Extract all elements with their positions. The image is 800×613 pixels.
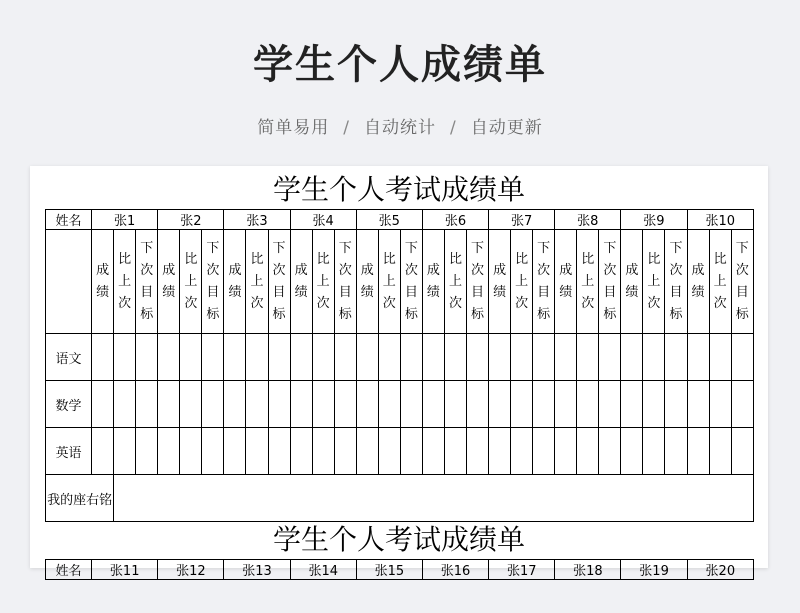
score-input-cell[interactable] bbox=[643, 381, 665, 428]
score-input-cell[interactable] bbox=[268, 428, 290, 475]
score-input-cell[interactable] bbox=[312, 334, 334, 381]
score-input-cell[interactable] bbox=[224, 428, 246, 475]
score-input-cell[interactable] bbox=[621, 381, 643, 428]
score-input-cell[interactable] bbox=[312, 428, 334, 475]
score-input-cell[interactable] bbox=[312, 381, 334, 428]
score-input-cell[interactable] bbox=[114, 381, 136, 428]
subtitle-separator: / bbox=[343, 118, 350, 138]
student-name-row bbox=[46, 560, 754, 580]
sub-column-header-cell bbox=[356, 230, 378, 334]
column-sub-label: 比 上 次 bbox=[118, 251, 132, 311]
score-input-cell[interactable] bbox=[489, 334, 511, 381]
subtitle-separator: / bbox=[450, 118, 457, 138]
score-input-cell[interactable] bbox=[643, 428, 665, 475]
sub-column-header-cell bbox=[334, 230, 356, 334]
score-input-cell[interactable] bbox=[665, 381, 687, 428]
score-input-cell[interactable] bbox=[511, 334, 533, 381]
score-input-cell[interactable] bbox=[180, 381, 202, 428]
sub-column-row bbox=[46, 230, 754, 334]
column-sub-label: 比 上 次 bbox=[515, 251, 529, 311]
subject-row bbox=[46, 381, 754, 428]
column-sub-label: 比 上 次 bbox=[581, 251, 595, 311]
score-input-cell[interactable] bbox=[731, 381, 753, 428]
sheet-title: 学生个人考试成绩单 bbox=[272, 173, 525, 206]
score-input-cell[interactable] bbox=[246, 381, 268, 428]
score-input-cell[interactable] bbox=[731, 334, 753, 381]
column-sub-label: 成 绩 bbox=[360, 262, 374, 300]
score-input-cell[interactable] bbox=[290, 428, 312, 475]
score-input-cell[interactable] bbox=[709, 334, 731, 381]
student-name-cell: 张13 bbox=[224, 560, 290, 580]
sub-column-header-cell bbox=[202, 230, 224, 334]
student-name-cell: 张18 bbox=[555, 560, 621, 580]
sub-column-header-cell bbox=[555, 230, 577, 334]
score-input-cell[interactable] bbox=[444, 334, 466, 381]
page-title: 学生个人成绩单 bbox=[253, 42, 547, 88]
score-input-cell[interactable] bbox=[533, 381, 555, 428]
score-input-cell[interactable] bbox=[224, 381, 246, 428]
score-input-cell[interactable] bbox=[378, 334, 400, 381]
sub-column-header-cell bbox=[511, 230, 533, 334]
motto-input-cell[interactable] bbox=[114, 475, 754, 522]
score-input-cell[interactable] bbox=[334, 381, 356, 428]
sub-column-header-cell bbox=[444, 230, 466, 334]
score-input-cell[interactable] bbox=[643, 334, 665, 381]
score-input-cell[interactable] bbox=[422, 428, 444, 475]
score-input-cell[interactable] bbox=[158, 428, 180, 475]
score-input-cell[interactable] bbox=[268, 381, 290, 428]
score-input-cell[interactable] bbox=[92, 381, 114, 428]
student-name-cell: 张11 bbox=[92, 560, 158, 580]
score-input-cell[interactable] bbox=[202, 334, 224, 381]
score-input-cell[interactable] bbox=[533, 428, 555, 475]
student-name-cell: 张3 bbox=[224, 210, 290, 230]
column-sub-label: 下 次 目 标 bbox=[404, 240, 418, 322]
sub-column-header-cell bbox=[687, 230, 709, 334]
score-input-cell[interactable] bbox=[246, 428, 268, 475]
student-name-cell: 张12 bbox=[158, 560, 224, 580]
subtitle bbox=[0, 113, 800, 138]
sub-column-header-cell bbox=[643, 230, 665, 334]
score-input-cell[interactable] bbox=[114, 428, 136, 475]
column-sub-label: 下 次 目 标 bbox=[140, 240, 154, 322]
student-name-cell: 张19 bbox=[621, 560, 687, 580]
column-sub-label: 成 绩 bbox=[625, 262, 639, 300]
score-input-cell[interactable] bbox=[378, 428, 400, 475]
column-sub-label: 成 绩 bbox=[426, 262, 440, 300]
sub-column-header-cell bbox=[268, 230, 290, 334]
score-input-cell[interactable] bbox=[577, 334, 599, 381]
score-input-cell[interactable] bbox=[268, 334, 290, 381]
student-name-cell: 张2 bbox=[158, 210, 224, 230]
score-input-cell[interactable] bbox=[356, 381, 378, 428]
score-input-cell[interactable] bbox=[577, 381, 599, 428]
column-sub-label: 下 次 目 标 bbox=[206, 240, 220, 322]
column-sub-label: 比 上 次 bbox=[448, 251, 462, 311]
column-sub-label: 下 次 目 标 bbox=[471, 240, 485, 322]
sub-column-header-cell bbox=[621, 230, 643, 334]
score-input-cell[interactable] bbox=[466, 334, 488, 381]
score-input-cell[interactable] bbox=[422, 381, 444, 428]
student-name-cell: 张16 bbox=[422, 560, 488, 580]
score-input-cell[interactable] bbox=[180, 428, 202, 475]
column-sub-label: 成 绩 bbox=[228, 262, 242, 300]
column-sub-label: 比 上 次 bbox=[184, 251, 198, 311]
score-input-cell[interactable] bbox=[422, 334, 444, 381]
subject-row bbox=[46, 428, 754, 475]
sub-column-header-cell bbox=[599, 230, 621, 334]
score-input-cell[interactable] bbox=[687, 428, 709, 475]
student-name-cell: 张7 bbox=[489, 210, 555, 230]
column-sub-label: 成 绩 bbox=[691, 262, 705, 300]
student-name-cell: 张14 bbox=[290, 560, 356, 580]
score-input-cell[interactable] bbox=[202, 428, 224, 475]
student-name-cell: 张20 bbox=[687, 560, 753, 580]
score-input-cell[interactable] bbox=[400, 381, 422, 428]
student-name-cell: 张15 bbox=[356, 560, 422, 580]
score-input-cell[interactable] bbox=[136, 381, 158, 428]
score-input-cell[interactable] bbox=[136, 334, 158, 381]
score-input-cell[interactable] bbox=[577, 428, 599, 475]
column-sub-label: 比 上 次 bbox=[382, 251, 396, 311]
score-table bbox=[45, 209, 754, 522]
sub-column-header-cell bbox=[665, 230, 687, 334]
student-name-cell: 张17 bbox=[489, 560, 555, 580]
score-input-cell[interactable] bbox=[290, 381, 312, 428]
column-sub-label: 比 上 次 bbox=[250, 251, 264, 311]
score-input-cell[interactable] bbox=[224, 334, 246, 381]
score-table-second bbox=[45, 559, 754, 580]
score-input-cell[interactable] bbox=[290, 334, 312, 381]
subtitle-auto-stats: 自动统计 bbox=[364, 118, 436, 138]
subject-label-cell: 数学 bbox=[46, 381, 92, 428]
sub-column-header-cell bbox=[158, 230, 180, 334]
score-input-cell[interactable] bbox=[400, 428, 422, 475]
score-input-cell[interactable] bbox=[511, 381, 533, 428]
score-input-cell[interactable] bbox=[687, 334, 709, 381]
sub-column-header-cell bbox=[180, 230, 202, 334]
student-name-cell: 张4 bbox=[290, 210, 356, 230]
student-name-cell: 张5 bbox=[356, 210, 422, 230]
empty-cell bbox=[46, 230, 92, 334]
student-name-cell: 张9 bbox=[621, 210, 687, 230]
subject-label-cell: 语文 bbox=[46, 334, 92, 381]
column-sub-label: 成 绩 bbox=[96, 262, 110, 300]
score-input-cell[interactable] bbox=[621, 428, 643, 475]
student-name-cell: 张10 bbox=[687, 210, 753, 230]
student-name-cell: 张6 bbox=[422, 210, 488, 230]
column-sub-label: 成 绩 bbox=[162, 262, 176, 300]
score-input-cell[interactable] bbox=[400, 334, 422, 381]
score-input-cell[interactable] bbox=[731, 428, 753, 475]
column-sub-label: 比 上 次 bbox=[713, 251, 727, 311]
score-input-cell[interactable] bbox=[180, 334, 202, 381]
score-input-cell[interactable] bbox=[489, 428, 511, 475]
name-label-cell: 姓名 bbox=[46, 560, 92, 580]
score-input-cell[interactable] bbox=[356, 428, 378, 475]
sub-column-header-cell bbox=[312, 230, 334, 334]
sub-column-header-cell bbox=[533, 230, 555, 334]
sub-column-header-cell bbox=[400, 230, 422, 334]
score-input-cell[interactable] bbox=[466, 381, 488, 428]
sub-column-header-cell bbox=[290, 230, 312, 334]
column-sub-label: 下 次 目 标 bbox=[338, 240, 352, 322]
score-input-cell[interactable] bbox=[489, 381, 511, 428]
column-sub-label: 下 次 目 标 bbox=[537, 240, 551, 322]
score-input-cell[interactable] bbox=[687, 381, 709, 428]
sub-column-header-cell bbox=[466, 230, 488, 334]
name-label-cell: 姓名 bbox=[46, 210, 92, 230]
score-input-cell[interactable] bbox=[709, 381, 731, 428]
sub-column-header-cell bbox=[136, 230, 158, 334]
column-sub-label: 比 上 次 bbox=[647, 251, 661, 311]
sub-column-header-cell bbox=[246, 230, 268, 334]
sub-column-header-cell bbox=[114, 230, 136, 334]
score-input-cell[interactable] bbox=[378, 381, 400, 428]
subtitle-easy: 简单易用 bbox=[257, 118, 330, 138]
score-input-cell[interactable] bbox=[599, 428, 621, 475]
score-input-cell[interactable] bbox=[555, 334, 577, 381]
column-sub-label: 成 绩 bbox=[493, 262, 507, 300]
sub-column-header-cell bbox=[731, 230, 753, 334]
sheet-title-second: 学生个人考试成绩单 bbox=[272, 523, 525, 556]
sub-column-header-cell bbox=[224, 230, 246, 334]
sub-column-header-cell bbox=[709, 230, 731, 334]
score-input-cell[interactable] bbox=[555, 428, 577, 475]
score-input-cell[interactable] bbox=[533, 334, 555, 381]
column-sub-label: 下 次 目 标 bbox=[735, 240, 749, 322]
score-input-cell[interactable] bbox=[621, 334, 643, 381]
sub-column-header-cell bbox=[489, 230, 511, 334]
score-input-cell[interactable] bbox=[92, 334, 114, 381]
score-input-cell[interactable] bbox=[511, 428, 533, 475]
score-input-cell[interactable] bbox=[466, 428, 488, 475]
score-input-cell[interactable] bbox=[246, 334, 268, 381]
score-input-cell[interactable] bbox=[158, 334, 180, 381]
column-sub-label: 成 绩 bbox=[294, 262, 308, 300]
column-sub-label: 下 次 目 标 bbox=[272, 240, 286, 322]
score-input-cell[interactable] bbox=[599, 334, 621, 381]
score-input-cell[interactable] bbox=[334, 334, 356, 381]
score-input-cell[interactable] bbox=[599, 381, 621, 428]
score-input-cell[interactable] bbox=[158, 381, 180, 428]
score-input-cell[interactable] bbox=[444, 428, 466, 475]
score-input-cell[interactable] bbox=[444, 381, 466, 428]
sub-column-header-cell bbox=[577, 230, 599, 334]
score-input-cell[interactable] bbox=[356, 334, 378, 381]
sub-column-header-cell bbox=[422, 230, 444, 334]
score-input-cell[interactable] bbox=[665, 334, 687, 381]
column-sub-label: 成 绩 bbox=[559, 262, 573, 300]
subject-row bbox=[46, 334, 754, 381]
student-name-cell: 张8 bbox=[555, 210, 621, 230]
score-input-cell[interactable] bbox=[114, 334, 136, 381]
sub-column-header-cell bbox=[92, 230, 114, 334]
score-input-cell[interactable] bbox=[709, 428, 731, 475]
student-name-row bbox=[46, 210, 754, 230]
report-sheet-preview bbox=[30, 166, 768, 579]
motto-row bbox=[46, 475, 754, 522]
motto-label-cell: 我的座右铭 bbox=[46, 475, 114, 522]
score-input-cell[interactable] bbox=[555, 381, 577, 428]
score-input-cell[interactable] bbox=[92, 428, 114, 475]
student-name-cell: 张1 bbox=[92, 210, 158, 230]
column-sub-label: 下 次 目 标 bbox=[669, 240, 683, 322]
score-input-cell[interactable] bbox=[136, 428, 158, 475]
column-sub-label: 比 上 次 bbox=[316, 251, 330, 311]
score-input-cell[interactable] bbox=[202, 381, 224, 428]
sub-column-header-cell bbox=[378, 230, 400, 334]
subject-label-cell: 英语 bbox=[46, 428, 92, 475]
subtitle-auto-update: 自动更新 bbox=[470, 118, 543, 138]
score-input-cell[interactable] bbox=[665, 428, 687, 475]
score-input-cell[interactable] bbox=[334, 428, 356, 475]
column-sub-label: 下 次 目 标 bbox=[603, 240, 617, 322]
